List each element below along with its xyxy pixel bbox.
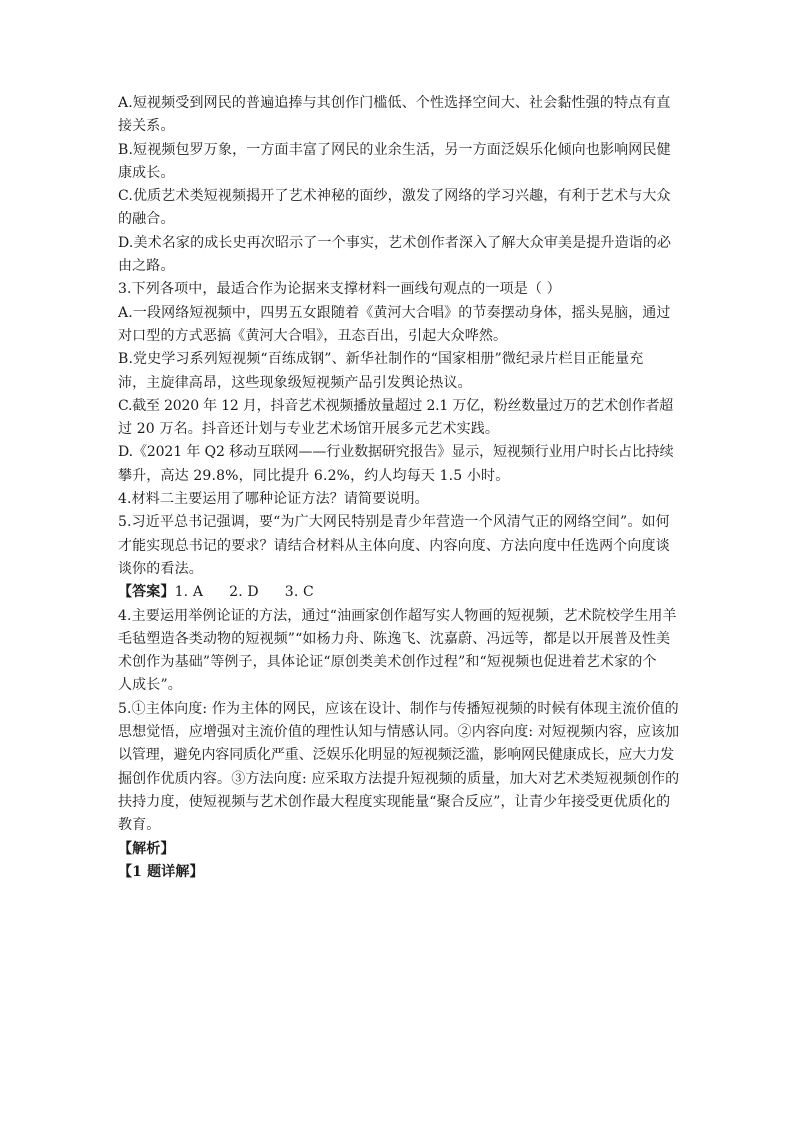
answer-5-line-2: 思想觉悟，应增强对主流价值的理性认知与情感认同。②内容向度: 对短视频内容，应该加	[118, 724, 680, 741]
q3-option-b-line-1: B.党史学习系列短视频“百练成钢”、新华社制作的“国家相册”微纪录片栏目正能量充	[118, 351, 644, 368]
question-4: 4.材料二主要运用了哪种论证方法？请简要说明。	[118, 491, 429, 508]
option-a-line-1: A.短视频受到网民的普遍追捧与其创作门槛低、个性选择空间大、社会黏性强的特点有直	[118, 95, 671, 111]
answer-5-line-3: 以管理，避免内容同质化严重、泛娱乐化明显的短视频泛滥，影响网民健康成长，应大力发	[118, 747, 674, 764]
answer-line	[118, 581, 680, 604]
answer-4-line-3: 术创作为基础”等例子，具体论证“原创类美术创作过程”和“短视频也促进着艺术家的个	[118, 654, 657, 671]
answer-1: 1. A	[174, 584, 204, 601]
analysis-label: 【解析】	[118, 840, 175, 857]
option-d-line-1: D.美术名家的成长史再次昭示了一个事实，艺术创作者深入了解大众审美是提升造诣的必	[118, 234, 672, 251]
answer-5-line-5: 扶持力度，使短视频与艺术创作最大程度实现能量“聚合反应”，让青少年接受更优质化的	[118, 793, 671, 810]
option-b-line-1: B.短视频包罗万象，一方面丰富了网民的业余生活，另一方面泛娱乐化倾向也影响网民健	[118, 141, 671, 158]
answer-4-line-1: 4.主要运用举例论证的方法，通过“油画家创作超写实人物画的短视频，艺术院校学生用羊	[118, 607, 677, 624]
answer-5-line-6: 教育。	[118, 817, 161, 834]
question-3: 3.下列各项中，最适合作为论据来支撑材料一画线句观点的一项是（ ）	[118, 281, 561, 298]
option-b-line-2: 康成长。	[118, 164, 175, 181]
q3-option-a-line-1: A.一段网络短视频中，四男五女跟随着《黄河大合唱》的节奏摆动身体，摇头晃脑，通过	[118, 304, 671, 321]
q3-option-a-line-2: 对口型的方式恶搞《黄河大合唱》，丑态百出，引起大众哗然。	[118, 327, 508, 344]
question-5-line-2: 才能实现总书记的要求？请结合材料从主体向度、内容向度、方法向度中任选两个向度谈	[118, 537, 670, 554]
option-a-line-2: 接关系。	[118, 118, 175, 135]
answer-5-line-1: 5.①主体向度: 作为主体的网民，应该在设计、制作与传播短视频的时候有体现主流价值的	[118, 700, 679, 717]
option-c-line-1: C.优质艺术类短视频揭开了艺术神秘的面纱，激发了网络的学习兴趣，有利于艺术与大众	[118, 188, 671, 205]
answer-3: 3. C	[284, 584, 314, 601]
answer-5-line-4: 掘创作优质内容。③方法向度: 应采取方法提升短视频的质量，加大对艺术类短视频创作的	[118, 770, 680, 787]
question-5-line-3: 谈你的看法。	[118, 560, 203, 577]
q3-option-b-line-2: 沛，主旋律高昂，这些现象级短视频产品引发舆论热议。	[118, 374, 472, 391]
option-d-line-2: 由之路。	[118, 258, 175, 275]
q3-option-d-line-2: 攀升，高达 29.8%，同比提升 6.2%，约人均每天 1.5 小时。	[118, 467, 510, 484]
document-page	[118, 92, 680, 884]
q3-option-d-line-1: D.《2021 年 Q2 移动互联网——行业数据研究报告》显示，短视频行业用户时长占比持续	[118, 444, 674, 461]
answer-4-line-4: 人成长”。	[118, 677, 182, 694]
option-c-line-2: 的融合。	[118, 211, 175, 228]
answer-2: 2. D	[229, 584, 259, 601]
q3-option-c-line-2: 过 20 万名。抖音还计划与专业艺术场馆开展多元艺术实践。	[118, 421, 500, 438]
answer-4-line-2: 毛毡塑造各类动物的短视频”“如杨力舟、陈逸飞、沈嘉蔚、冯远等，都是以开展普及性美	[118, 630, 671, 647]
q3-option-c-line-1: C.截至 2020 年 12 月，抖音艺术视频播放量超过 2.1 万亿，粉丝数量过万的艺术创作者超	[118, 397, 674, 414]
detail-label: 【1 题详解】	[118, 863, 204, 880]
question-5-line-1: 5.习近平总书记强调，要“为广大网民特别是青少年营造一个风清气正的网络空间”。如何	[118, 514, 670, 531]
answer-label: 【答案】	[118, 584, 175, 601]
